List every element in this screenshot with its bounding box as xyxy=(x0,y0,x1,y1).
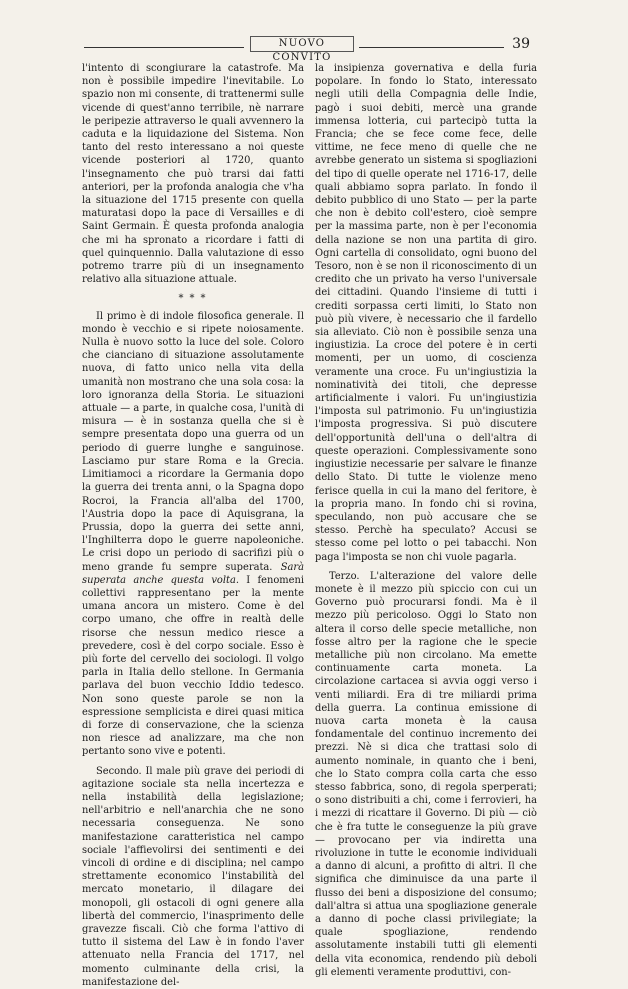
left-paragraph-2 xyxy=(82,310,304,759)
section-asterism: * * * xyxy=(178,293,208,305)
left-paragraph-1: l'intento di scongiurare la catastrofe. Ma non è possibile impedire l'inevitabile. Lo spazio non mi consente, di trattenermi sulle vicende di quest'anno terribile, nè narrare le peripezie attraverso le quali avvennero la caduta e la liquidazione del Sistema. Non tanto del resto interessano a noi queste vicende posteriori al 1720, quanto l'insegnamento che può trarsi dai fatti anteriori, per la profonda analogia che v'ha la situazione del 1715 presente con quella maturatasi dopo la pace di Versailles e di Saint Germain. È questa profonda analogia che mi ha spronato a ricordare i fatti di quel quinquennio. Dalla valutazione di esso potremo trarre più di un insegnamento relativo alla situazione attuale. xyxy=(82,63,304,286)
left-paragraph-2-italic: Sarà superata anche questa volta. xyxy=(82,561,304,586)
left-paragraph-2-text: Il primo è di indole filosofica generale. Il mondo è vecchio e si ripete noiosamente. Nulla è nuovo sotto la luce del sole. Coloro che cianciano di situazione assolutamente nuova, di fatto unico nella vita della umanità non mostrano che una sola cosa: la loro ignoranza della Storia. Le situazioni attuale — a parte, in qualche cosa, l'unità di misura — è in sostanza quella che si è sempre presentata dopo una guerra od un periodo di guerre lunghe e sanguinose. Lasciamo pur stare Roma e la Grecia. Limitiamoci a ricordare la Germania dopo la guerra dei trenta anni, o la Spagna dopo Rocroi, la Francia all'alba del 1700, l'Austria dopo la pace di Aquisgrana, la Prussia, dopo la guerra dei sette anni, l'Inghilterra dopo le guerre napoleoniche. Le crisi dopo un periodo di sacrifizi più o meno grande fu sempre superata. xyxy=(82,310,304,573)
left-paragraph-2-tail: I fenomeni collettivi rappresentano per la mente umana ancora un mistero. Come è del corpo umano, che offre in realtà delle risorse che nessun medico riesce a prevedere, così è del corpo sociale. Esso è più forte del cervello dei sociologi. Il volgo parla in Italia dello stellone. In Germania parlava del buon vecchio Iddio tedesco. Non sono queste parole se non la espressione semplicista e direi quasi mitica di forze di conservazione, che la scienza non riesce ad analizzare, ma che non pertanto sono vive e potenti. xyxy=(82,574,304,758)
right-column xyxy=(315,62,537,979)
header-rule-left xyxy=(84,47,244,48)
running-header xyxy=(84,34,530,63)
left-column xyxy=(82,62,304,989)
right-paragraph-2: Terzo. L'alterazione del valore delle monete è il mezzo più spiccio con cui un Governo può procurarsi fondi. Ma è il mezzo più pericoloso. Oggi lo Stato non altera il corso delle specie metalliche, non fosse altro per la ragione che le specie metalliche più non circolano. Ma emette continuamente carta moneta. La circolazione cartacea si avvia oggi verso i venti miliardi. Era di tre miliardi prima della guerra. La continua emissione di nuova carta moneta è la causa fondamentale del continuo incremento dei prezzi. Nè si dica che trattasi solo di aumento nominale, in quanto che i beni, che lo Stato compra colla carta che esso stesso fabbrica, sono, di regola sperperati; o sono distribuiti a chi, come i ferrovieri, ha i mezzi di ricattare il Governo. Di più — ciò che è fra tutte le conseguenze la più grave — provocano per via indiretta una rivoluzione in tutte le economie individuali a danno di alcuni, a profitto di altri. Il che significa che diminuisce da una parte il flusso dei beni a disposizione del consumo; dall'altra si attua una spogliazione generale a danno di poche classi privilegiate; la quale spogliazione, rendendo assolutamente instabili tutti gli elementi della vita economica, rendendo più deboli gli elementi veramente produttivi, con- xyxy=(315,570,537,978)
header-rule-right xyxy=(359,47,504,48)
page-number: 39 xyxy=(512,36,530,52)
left-paragraph-3: Secondo. Il male più grave dei periodi di agitazione sociale sta nella incertezza e nella instabilità della legislazione; nell'arbitrio e nell'anarchia che ne sono necessaria conseguenza. Ne sono manifestazione caratteristica nel campo sociale l'affievolirsi dei sentimenti e dei vincoli di ordine e di disciplina; nel campo strettamente economico l'instabilità del mercato monetario, il dilagare dei monopoli, gli ostacoli di ogni genere alla libertà del commercio, l'inasprimento delle gravezze fiscali. Ciò che forma l'attivo di tutto il sistema del Law è in fondo l'aver attenuato nella Francia del 1717, nel momento culminante della crisi, la manifestazione del- xyxy=(82,765,304,988)
right-paragraph-1: la insipienza governativa e della furia popolare. In fondo lo Stato, interessato negli utili della Compagnia delle Indie, pagò i suoi debiti, mercè una grande immensa lotteria, cui partecipò tutta la Francia; che se fece come fece, delle vittime, ne fece meno di quelle che ne avrebbe generato un sistema si spogliazioni del tipo di quelle operate nel 1716-17, delle quali abbiamo sopra parlato. In fondo il debito pubblico di uno Stato — per la parte che non è debito coll'estero, cioè sempre per la massima parte, non è per l'economia della nazione se non una partita di giro. Ogni cartella di consolidato, ogni buono del Tesoro, non è se non il riconoscimento di un credito che un privato ha verso l'universale dei cittadini. Quando l'insieme di tutti i crediti sorpassa certi limiti, lo Stato non può più vivere, è necessario che il fardello sia alleviato. Ciò non è possibile senza una ingiustizia. La croce del potere è in certi momenti, per un uomo, di coscienza veramente una croce. Fu un'ingiustizia la nominatività dei titoli, che depresse artificialmente i valori. Fu un'ingiustizia l'imposta sul patrimonio. Fu un'ingiustizia l'imposta progressiva. Si può discutere dell'opportunità dell'una o dell'altra di queste operazioni. Complessivamente sono ingiustizie necessarie per salvare le finanze dello Stato. Di tutte le violenze meno ferisce quella in cui la mano del feritore, è la propria mano. In fondo chi si rovina, speculando, non può accusare che se stesso. Perchè ha speculato? Accusi se stesso come pel lotto o pei tabacchi. Non paga l'imposta se non chi vuole pagarla. xyxy=(315,63,537,563)
journal-title: NUOVO CONVITO xyxy=(250,36,354,52)
